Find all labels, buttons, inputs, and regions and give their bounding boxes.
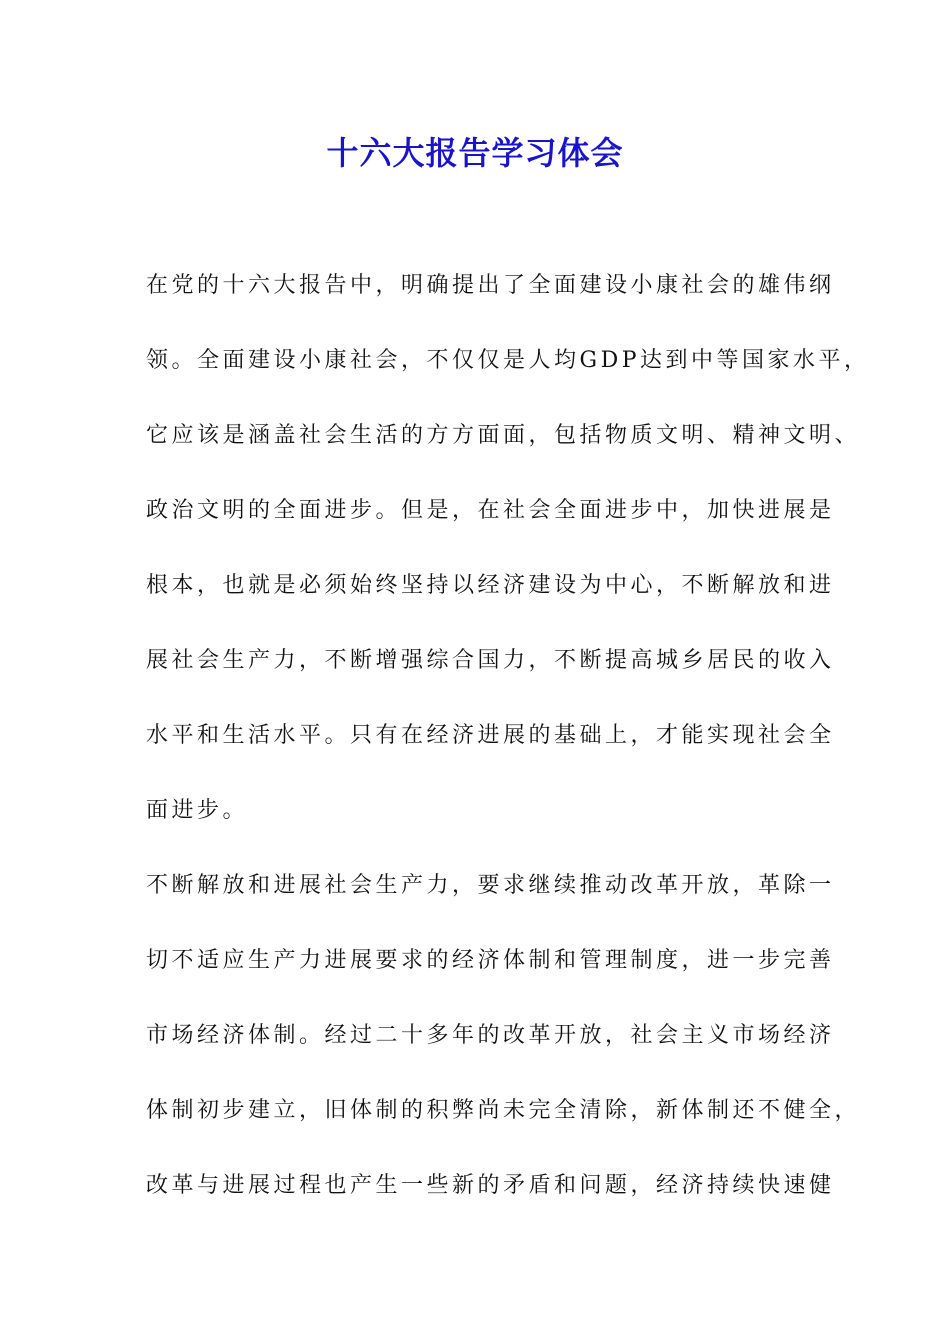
text-line: 市场经济体制。经过二十多年的改革开放，社会主义市场经济 [146,1023,835,1048]
text-line: 政治文明的全面进步。但是，在社会全面进步中，加快进展是 [146,498,835,523]
text-line: 它应该是涵盖社会生活的方方面面，包括物质文明、精神文明、 [146,423,861,448]
text-line: 切不适应生产力进展要求的经济体制和管理制度，进一步完善 [146,948,835,973]
text-line: 在党的十六大报告中，明确提出了全面建设小康社会的雄伟纲 [146,273,835,298]
text-line: 面进步。 [146,798,249,823]
document-title: 十六大报告学习体会 [326,134,624,172]
text-line: 根本，也就是必须始终坚持以经济建设为中心，不断解放和进 [146,573,835,598]
paragraph-1 [146,258,870,858]
text-line: 展社会生产力，不断增强综合国力，不断提高城乡居民的收入 [146,648,835,673]
document-body [146,258,870,1233]
text-line: 体制初步建立，旧体制的积弊尚未完全清除，新体制还不健全， [146,1098,861,1123]
paragraph-2 [146,858,861,1233]
text-line: 领。全面建设小康社会，不仅仅是人均GDP达到中等国家水平， [146,348,870,373]
text-line: 水平和生活水平。只有在经济进展的基础上，才能实现社会全 [146,723,835,748]
text-line: 不断解放和进展社会生产力，要求继续推动改革开放，革除一 [146,873,835,898]
text-line: 改革与进展过程也产生一些新的矛盾和问题，经济持续快速健 [146,1173,835,1198]
